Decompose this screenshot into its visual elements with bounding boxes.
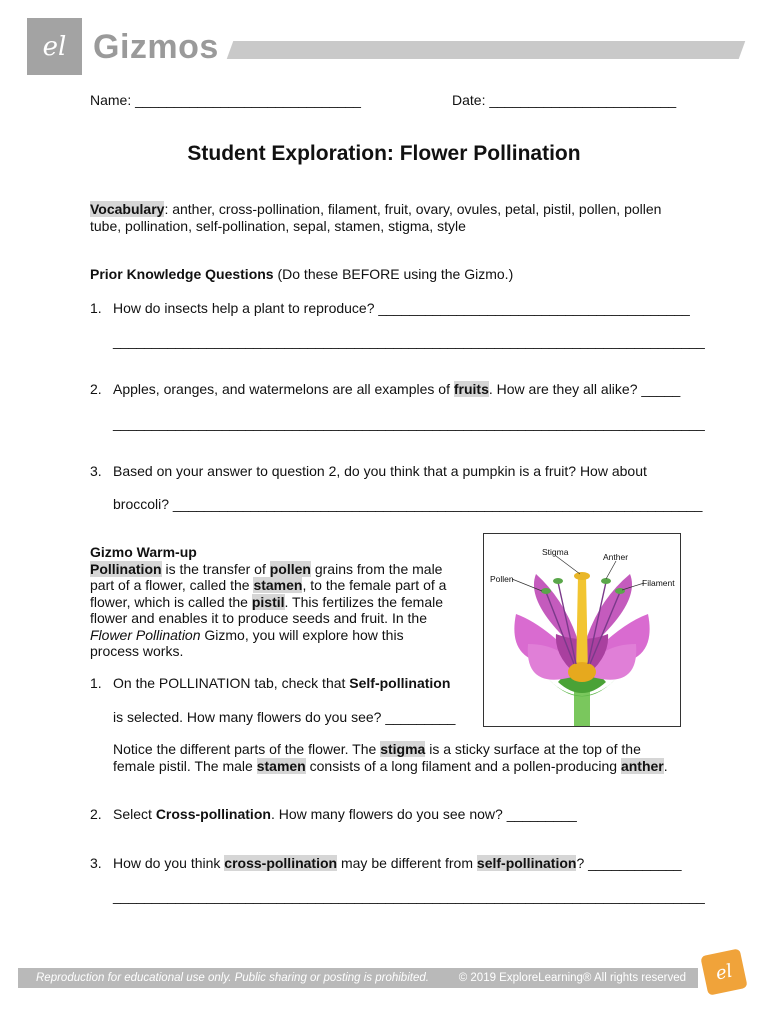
prior-q3-continued: broccoli? ____________________________________________________________________ xyxy=(113,496,703,512)
prior-q3: Based on your answer to question 2, do you think that a pumpkin is a fruit? How about xyxy=(113,463,647,479)
warmup-q3: How do you think cross-pollination may be different from self-pollination? ____________ xyxy=(113,855,682,871)
warmup-heading: Gizmo Warm-up xyxy=(90,544,197,560)
warmup-q3-answer-line: ____________________________________________________________________________ xyxy=(113,888,705,904)
footer-notice: Reproduction for educational use only. Public sharing or posting is prohibited. xyxy=(36,972,429,984)
footer-copyright: © 2019 ExploreLearning® All rights reserved xyxy=(458,972,686,984)
label-pollen: Pollen xyxy=(490,574,514,584)
vocabulary-label: Vocabulary xyxy=(90,201,165,217)
warmup-paragraph: Pollination is the transfer of pollen grains from the male part of a flower, called the stamen, to the female part of a flower, which is called the pistil. This fertilizes the female flower and enables it to produce seeds and fruit. In the Flower Pollination Gizmo, you will explore how this process works. xyxy=(90,561,447,660)
prior-knowledge-heading: Prior Knowledge Questions (Do these BEFORE using the Gizmo.) xyxy=(90,266,514,282)
gizmos-brand: Gizmos xyxy=(93,28,219,66)
date-field: Date: ________________________ xyxy=(452,92,677,108)
label-filament: Filament xyxy=(642,578,675,588)
flower-illustration xyxy=(484,534,680,726)
warmup-q1-continued: is selected. How many flowers do you see? _________ xyxy=(113,709,456,725)
label-stigma: Stigma xyxy=(542,547,569,557)
warmup-q2-number: 2. xyxy=(90,806,102,822)
label-anther: Anther xyxy=(603,552,629,562)
prior-q3-number: 3. xyxy=(90,463,102,479)
prior-q2-number: 2. xyxy=(90,381,102,397)
flower-diagram xyxy=(483,533,681,727)
prior-q1-number: 1. xyxy=(90,300,102,316)
name-field: Name: _____________________________ xyxy=(90,92,361,108)
warmup-q2: Select Cross-pollination. How many flowers do you see now? _________ xyxy=(113,806,577,822)
page-title: Student Exploration: Flower Pollination xyxy=(187,142,581,165)
footer-bar xyxy=(18,968,698,988)
warmup-q3-number: 3. xyxy=(90,855,102,871)
header-bar xyxy=(227,41,746,59)
warmup-q1-number: 1. xyxy=(90,675,102,691)
warmup-q1: On the POLLINATION tab, check that Self-pollination xyxy=(113,675,451,691)
prior-q2-answer-line: ____________________________________________________________________________ xyxy=(113,415,705,431)
vocabulary: Vocabulary: anther, cross-pollination, filament, fruit, ovary, ovules, petal, pistil, pollen, pollen tube, pollination, self-pollination, sepal, stamen, stigma, style xyxy=(90,201,662,234)
explorelearning-logo: el xyxy=(27,18,82,75)
prior-q1-answer-line: ____________________________________________________________________________ xyxy=(113,333,705,349)
prior-q1: How do insects help a plant to reproduce? ________________________________________ xyxy=(113,300,690,316)
prior-q2: Apples, oranges, and watermelons are all examples of fruits. How are they all alike? _____ xyxy=(113,381,681,397)
notice-paragraph: Notice the different parts of the flower. The stigma is a sticky surface at the top of the female pistil. The male stamen consists of a long filament and a pollen-producing anther. xyxy=(113,741,668,774)
footer-logo: el xyxy=(700,948,747,995)
